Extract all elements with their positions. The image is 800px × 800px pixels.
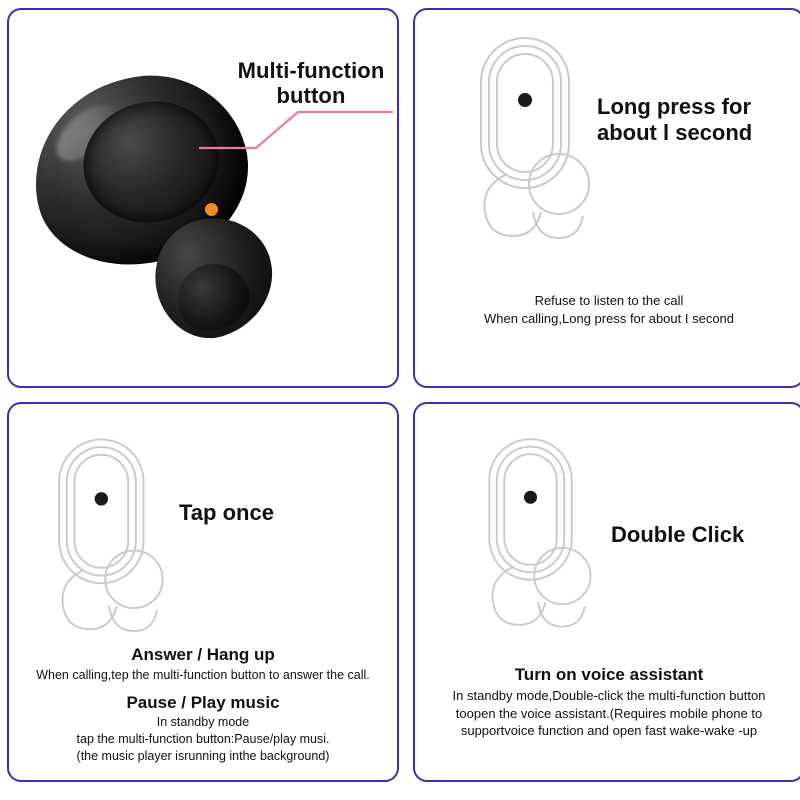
action-label-line2: about l second (597, 120, 753, 146)
action-label-line1: Long press for (597, 94, 752, 119)
action-label: Tap once (179, 500, 274, 525)
caption-line-2: When calling,Long press for about I second (483, 310, 735, 326)
caption-block (423, 664, 795, 740)
caption-line-1: When calling,tep the multi-function button to answer the call. (36, 668, 370, 683)
caption-line-1: Refuse to listen to the call (534, 293, 684, 308)
caption-line-4: (the music player isrunning inthe background) (76, 749, 330, 764)
caption-heading-2: Pause / Play music (126, 693, 280, 713)
earbud-photo (9, 10, 397, 386)
panel-long-press (413, 8, 800, 388)
multi-function-button-dot-icon (95, 492, 108, 505)
caption-line-3: supportvoice function and open fast wake-wake -up (460, 723, 758, 739)
caption-heading-1: Turn on voice assistant (514, 665, 704, 684)
earbud-outline-icon (29, 426, 189, 656)
callout-title-line1: Multi-function (237, 58, 385, 83)
caption-block (423, 292, 795, 327)
caption-line-1: In standby mode,Double-click the multi-function button (452, 688, 766, 704)
callout-title (223, 58, 399, 109)
caption-block (17, 644, 389, 765)
earbud-outline-icon (463, 426, 613, 651)
action-label: Double Click (611, 522, 745, 547)
earbud-outline-icon (463, 24, 603, 264)
panel-multi-function-button (7, 8, 399, 388)
panel-tap-once (7, 402, 399, 782)
panel-double-click (413, 402, 800, 782)
multi-function-button-dot-icon (524, 491, 537, 504)
action-label (597, 94, 797, 147)
multi-function-button-marker-icon (205, 203, 218, 216)
multi-function-button-dot-icon (518, 93, 532, 107)
callout-title-line2: button (276, 83, 346, 109)
caption-line-2: In standby mode (156, 715, 250, 730)
caption-line-2: toopen the voice assistant.(Requires mobile phone to (455, 705, 763, 721)
caption-heading-1: Answer / Hang up (131, 645, 275, 664)
caption-line-3: tap the multi-function button:Pause/play musi. (76, 732, 330, 747)
